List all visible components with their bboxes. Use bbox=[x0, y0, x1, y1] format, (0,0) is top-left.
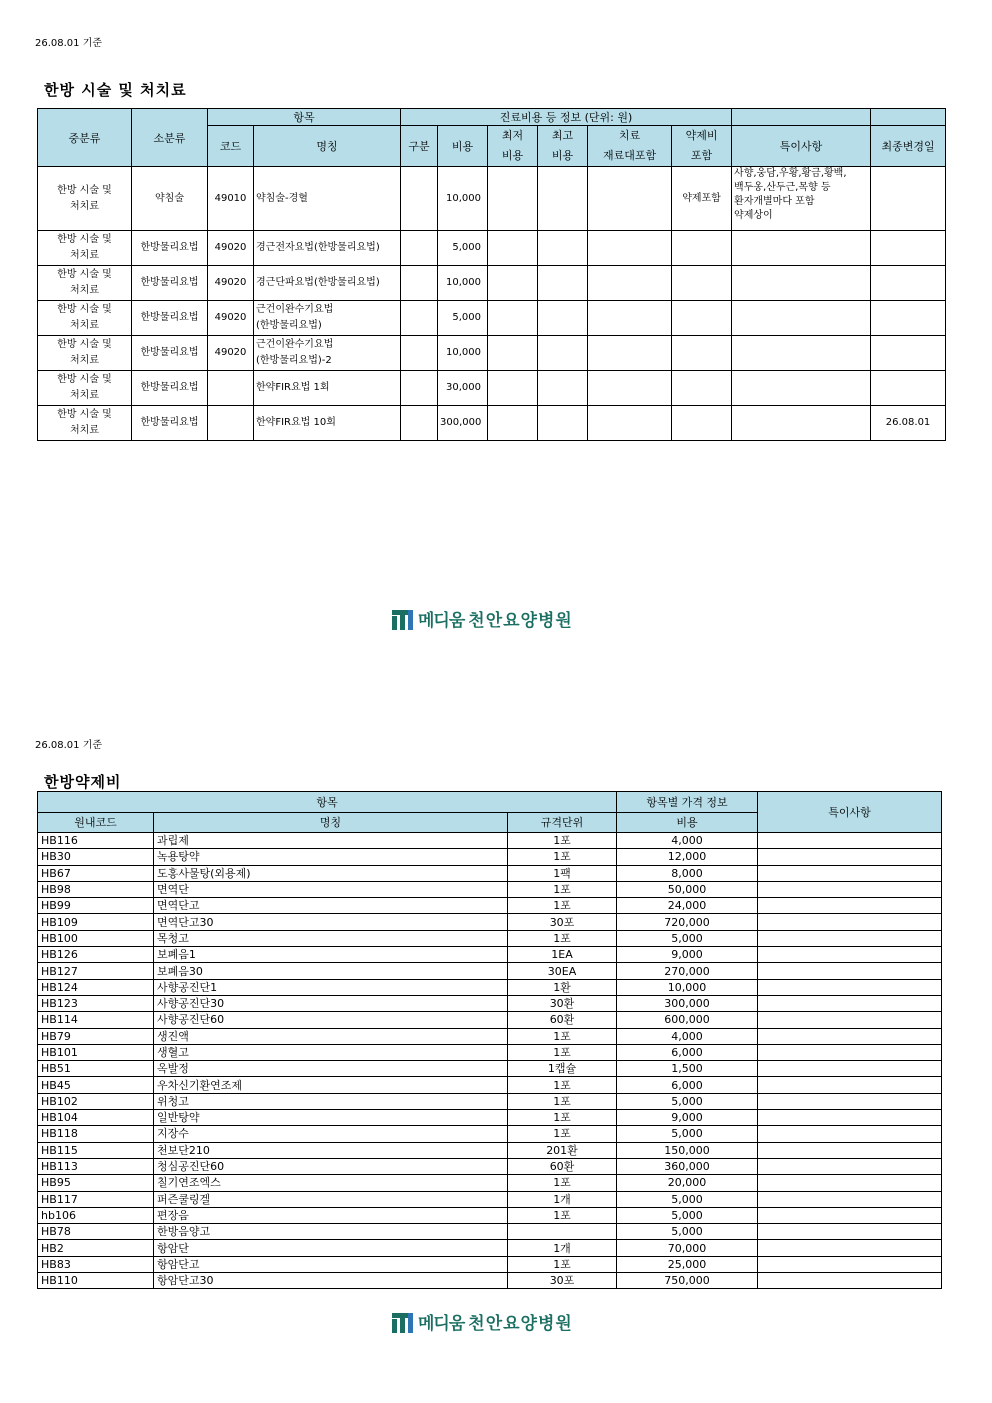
type-cell bbox=[401, 167, 438, 231]
header-blank bbox=[871, 109, 946, 126]
table-row bbox=[38, 1110, 942, 1126]
name-cell: 청심공진단60 bbox=[154, 1158, 508, 1174]
notes-cell bbox=[758, 914, 942, 930]
cost-cell: 12,000 bbox=[617, 849, 758, 865]
type-cell bbox=[401, 371, 438, 406]
material-cell bbox=[588, 371, 672, 406]
name-cell: 녹용탕약 bbox=[154, 849, 508, 865]
name-cell: 항암단고30 bbox=[154, 1273, 508, 1289]
unit-cell: 1포 bbox=[508, 1175, 617, 1191]
min-cost-cell bbox=[488, 406, 538, 441]
unit-cell: 1포 bbox=[508, 1093, 617, 1109]
name-cell: 사향공진단1 bbox=[154, 979, 508, 995]
code-cell: HB126 bbox=[38, 947, 154, 963]
table-row bbox=[38, 336, 946, 371]
last-changed-cell bbox=[871, 371, 946, 406]
cost-cell: 9,000 bbox=[617, 1110, 758, 1126]
header-code: 원내코드 bbox=[38, 813, 154, 833]
header-minor: 소분류 bbox=[132, 109, 208, 167]
logo-hospital: 천안요양병원 bbox=[468, 1314, 573, 1334]
name-cell: 근건이완수기요법 (한방물리요법) bbox=[254, 301, 401, 336]
header-code: 코드 bbox=[208, 126, 254, 167]
min-cost-cell bbox=[488, 371, 538, 406]
code-cell: HB104 bbox=[38, 1110, 154, 1126]
name-cell: 사향공진단60 bbox=[154, 1012, 508, 1028]
notes-cell bbox=[758, 1012, 942, 1028]
unit-cell: 30EA bbox=[508, 963, 617, 979]
notes-cell: 사향,웅담,우황,황금,황백, 백두옹,산두근,목향 등 환자개별마다 포함 약제상이 bbox=[732, 167, 871, 231]
code-cell: HB30 bbox=[38, 849, 154, 865]
unit-cell: 1개 bbox=[508, 1191, 617, 1207]
type-cell bbox=[401, 231, 438, 266]
material-cell bbox=[588, 406, 672, 441]
cost-cell: 300,000 bbox=[617, 995, 758, 1011]
unit-cell: 1포 bbox=[508, 833, 617, 849]
table-row bbox=[38, 231, 946, 266]
header-type: 구분 bbox=[401, 126, 438, 167]
table-row bbox=[38, 406, 946, 441]
table-row bbox=[38, 266, 946, 301]
code-cell: HB117 bbox=[38, 1191, 154, 1207]
unit-cell: 1포 bbox=[508, 930, 617, 946]
notes-cell bbox=[758, 1256, 942, 1272]
last-changed-cell: 26.08.01 bbox=[871, 406, 946, 441]
header-last-changed: 최종변경일 bbox=[871, 126, 946, 167]
notes-cell bbox=[758, 1175, 942, 1191]
major-cell: 한방 시술 및 처치료 bbox=[38, 301, 132, 336]
table-row bbox=[38, 1191, 942, 1207]
material-cell bbox=[588, 167, 672, 231]
name-cell: 면역단고30 bbox=[154, 914, 508, 930]
code-cell: HB101 bbox=[38, 1044, 154, 1060]
unit-cell: 1환 bbox=[508, 979, 617, 995]
type-cell bbox=[401, 336, 438, 371]
table-row bbox=[38, 995, 942, 1011]
table-row bbox=[38, 1028, 942, 1044]
code-cell: 49020 bbox=[208, 336, 254, 371]
minor-cell: 약침술 bbox=[132, 167, 208, 231]
header-drug-fee: 약제비 포함 bbox=[672, 126, 732, 167]
name-cell: 사향공진단30 bbox=[154, 995, 508, 1011]
name-cell: 도홍사물탕(외용제) bbox=[154, 865, 508, 881]
name-cell: 근건이완수기요법 (한방물리요법)-2 bbox=[254, 336, 401, 371]
herbal-drug-table bbox=[37, 791, 942, 1289]
code-cell: HB78 bbox=[38, 1224, 154, 1240]
min-cost-cell bbox=[488, 301, 538, 336]
table-row bbox=[38, 1093, 942, 1109]
unit-cell: 1포 bbox=[508, 849, 617, 865]
code-cell bbox=[208, 406, 254, 441]
name-cell: 칠기연조엑스 bbox=[154, 1175, 508, 1191]
code-cell: 49020 bbox=[208, 266, 254, 301]
name-cell: 면역단 bbox=[154, 881, 508, 897]
max-cost-cell bbox=[538, 336, 588, 371]
notes-cell bbox=[758, 947, 942, 963]
code-cell: HB2 bbox=[38, 1240, 154, 1256]
table-row bbox=[38, 914, 942, 930]
unit-cell: 1포 bbox=[508, 1126, 617, 1142]
name-cell: 한약FIR요법 10회 bbox=[254, 406, 401, 441]
min-cost-cell bbox=[488, 231, 538, 266]
table-row bbox=[38, 1224, 942, 1240]
code-cell bbox=[208, 371, 254, 406]
last-changed-cell bbox=[871, 301, 946, 336]
cost-cell: 20,000 bbox=[617, 1175, 758, 1191]
unit-cell bbox=[508, 1224, 617, 1240]
name-cell: 항암단고 bbox=[154, 1256, 508, 1272]
name-cell: 지장수 bbox=[154, 1126, 508, 1142]
code-cell: HB83 bbox=[38, 1256, 154, 1272]
unit-cell: 1포 bbox=[508, 881, 617, 897]
code-cell: hb106 bbox=[38, 1207, 154, 1223]
cost-cell: 25,000 bbox=[617, 1256, 758, 1272]
notes-cell bbox=[758, 979, 942, 995]
unit-cell: 1팩 bbox=[508, 865, 617, 881]
cost-cell: 9,000 bbox=[617, 947, 758, 963]
notes-cell bbox=[758, 1224, 942, 1240]
table-row bbox=[38, 1126, 942, 1142]
code-cell: HB102 bbox=[38, 1093, 154, 1109]
logo-mark-icon bbox=[392, 1311, 414, 1333]
code-cell: HB123 bbox=[38, 995, 154, 1011]
code-cell: HB116 bbox=[38, 833, 154, 849]
material-cell bbox=[588, 336, 672, 371]
cost-cell: 1,500 bbox=[617, 1061, 758, 1077]
name-cell: 생혈고 bbox=[154, 1044, 508, 1060]
notes-cell bbox=[758, 1061, 942, 1077]
notes-cell bbox=[732, 336, 871, 371]
logo-brand: 메디움 bbox=[418, 1314, 465, 1334]
cost-cell: 4,000 bbox=[617, 1028, 758, 1044]
cost-cell: 70,000 bbox=[617, 1240, 758, 1256]
table-row bbox=[38, 1158, 942, 1174]
code-cell: 49020 bbox=[208, 301, 254, 336]
unit-cell: 30포 bbox=[508, 1273, 617, 1289]
name-cell: 옥발정 bbox=[154, 1061, 508, 1077]
logo-mark-icon bbox=[392, 608, 414, 630]
notes-cell bbox=[758, 1273, 942, 1289]
notes-cell bbox=[758, 881, 942, 897]
drug-fee-cell bbox=[672, 231, 732, 266]
page1-title: 한방 시술 및 처치료 bbox=[44, 81, 187, 99]
table-row bbox=[38, 1207, 942, 1223]
name-cell: 항암단 bbox=[154, 1240, 508, 1256]
cost-cell: 270,000 bbox=[617, 963, 758, 979]
header-material: 치료 재료대포함 bbox=[588, 126, 672, 167]
name-cell: 천보단210 bbox=[154, 1142, 508, 1158]
major-cell: 한방 시술 및 처치료 bbox=[38, 167, 132, 231]
table-row bbox=[38, 301, 946, 336]
header-cost: 비용 bbox=[617, 813, 758, 833]
header-min-cost: 최저 비용 bbox=[488, 126, 538, 167]
header-notes: 특이사항 bbox=[758, 792, 942, 833]
cost-cell: 150,000 bbox=[617, 1142, 758, 1158]
header-cost: 비용 bbox=[438, 126, 488, 167]
name-cell: 퍼즌쿨링겔 bbox=[154, 1191, 508, 1207]
name-cell: 경근단파요법(한방물리요법) bbox=[254, 266, 401, 301]
code-cell: HB109 bbox=[38, 914, 154, 930]
unit-cell: 60환 bbox=[508, 1158, 617, 1174]
table-row bbox=[38, 1175, 942, 1191]
code-cell: HB95 bbox=[38, 1175, 154, 1191]
cost-cell: 720,000 bbox=[617, 914, 758, 930]
table-row bbox=[38, 881, 942, 897]
notes-cell bbox=[758, 1240, 942, 1256]
minor-cell: 한방물리요법 bbox=[132, 406, 208, 441]
unit-cell: 1포 bbox=[508, 1028, 617, 1044]
code-cell: 49010 bbox=[208, 167, 254, 231]
cost-cell: 600,000 bbox=[617, 1012, 758, 1028]
cost-cell: 10,000 bbox=[438, 336, 488, 371]
cost-cell: 5,000 bbox=[438, 231, 488, 266]
minor-cell: 한방물리요법 bbox=[132, 266, 208, 301]
logo-hospital: 천안요양병원 bbox=[468, 611, 573, 631]
unit-cell: 1포 bbox=[508, 1044, 617, 1060]
name-cell: 우차신기환연조제 bbox=[154, 1077, 508, 1093]
cost-cell: 6,000 bbox=[617, 1044, 758, 1060]
table-row bbox=[38, 1240, 942, 1256]
code-cell: HB99 bbox=[38, 898, 154, 914]
minor-cell: 한방물리요법 bbox=[132, 231, 208, 266]
code-cell: HB45 bbox=[38, 1077, 154, 1093]
minor-cell: 한방물리요법 bbox=[132, 336, 208, 371]
max-cost-cell bbox=[538, 301, 588, 336]
max-cost-cell bbox=[538, 231, 588, 266]
type-cell bbox=[401, 266, 438, 301]
last-changed-cell bbox=[871, 167, 946, 231]
notes-cell bbox=[758, 1028, 942, 1044]
header-item: 항목 bbox=[208, 109, 401, 126]
max-cost-cell bbox=[538, 406, 588, 441]
notes-cell bbox=[758, 1142, 942, 1158]
cost-cell: 5,000 bbox=[617, 1126, 758, 1142]
code-cell: HB118 bbox=[38, 1126, 154, 1142]
unit-cell: 60환 bbox=[508, 1012, 617, 1028]
name-cell: 일반탕약 bbox=[154, 1110, 508, 1126]
min-cost-cell bbox=[488, 266, 538, 301]
unit-cell: 30포 bbox=[508, 914, 617, 930]
header-unit: 규격단위 bbox=[508, 813, 617, 833]
notes-cell bbox=[732, 231, 871, 266]
notes-cell bbox=[758, 930, 942, 946]
table-row bbox=[38, 898, 942, 914]
cost-cell: 360,000 bbox=[617, 1158, 758, 1174]
header-price-info: 항목별 가격 정보 bbox=[617, 792, 758, 813]
name-cell: 목청고 bbox=[154, 930, 508, 946]
table-row bbox=[38, 947, 942, 963]
notes-cell bbox=[732, 266, 871, 301]
max-cost-cell bbox=[538, 371, 588, 406]
cost-cell: 5,000 bbox=[438, 301, 488, 336]
table-row bbox=[38, 833, 942, 849]
unit-cell: 1포 bbox=[508, 1207, 617, 1223]
unit-cell: 201환 bbox=[508, 1142, 617, 1158]
unit-cell: 1포 bbox=[508, 1110, 617, 1126]
notes-cell bbox=[758, 1126, 942, 1142]
drug-fee-cell bbox=[672, 406, 732, 441]
cost-cell: 30,000 bbox=[438, 371, 488, 406]
notes-cell bbox=[732, 406, 871, 441]
code-cell: HB51 bbox=[38, 1061, 154, 1077]
name-cell: 약침술-경혈 bbox=[254, 167, 401, 231]
notes-cell bbox=[758, 1093, 942, 1109]
notes-cell bbox=[758, 898, 942, 914]
name-cell: 위청고 bbox=[154, 1093, 508, 1109]
notes-cell bbox=[758, 963, 942, 979]
header-name: 명칭 bbox=[154, 813, 508, 833]
name-cell: 생진액 bbox=[154, 1028, 508, 1044]
unit-cell: 1포 bbox=[508, 898, 617, 914]
code-cell: 49020 bbox=[208, 231, 254, 266]
notes-cell bbox=[758, 1077, 942, 1093]
table-row bbox=[38, 1044, 942, 1060]
cost-cell: 4,000 bbox=[617, 833, 758, 849]
last-changed-cell bbox=[871, 336, 946, 371]
minor-cell: 한방물리요법 bbox=[132, 371, 208, 406]
min-cost-cell bbox=[488, 167, 538, 231]
major-cell: 한방 시술 및 처치료 bbox=[38, 266, 132, 301]
table-row bbox=[38, 1142, 942, 1158]
max-cost-cell bbox=[538, 266, 588, 301]
unit-cell: 1개 bbox=[508, 1240, 617, 1256]
last-changed-cell bbox=[871, 266, 946, 301]
notes-cell bbox=[732, 371, 871, 406]
unit-cell: 1캡슐 bbox=[508, 1061, 617, 1077]
material-cell bbox=[588, 301, 672, 336]
code-cell: HB98 bbox=[38, 881, 154, 897]
cost-cell: 10,000 bbox=[617, 979, 758, 995]
header-notes: 특이사항 bbox=[732, 126, 871, 167]
hospital-logo bbox=[392, 606, 573, 631]
notes-cell bbox=[758, 1044, 942, 1060]
cost-cell: 300,000 bbox=[438, 406, 488, 441]
table-row bbox=[38, 963, 942, 979]
cost-cell: 5,000 bbox=[617, 1224, 758, 1240]
table-row bbox=[38, 865, 942, 881]
unit-cell: 30환 bbox=[508, 995, 617, 1011]
cost-cell: 10,000 bbox=[438, 266, 488, 301]
notes-cell bbox=[758, 1191, 942, 1207]
name-cell: 경근전자요법(한방물리요법) bbox=[254, 231, 401, 266]
code-cell: HB114 bbox=[38, 1012, 154, 1028]
table-row bbox=[38, 1256, 942, 1272]
cost-cell: 5,000 bbox=[617, 1093, 758, 1109]
name-cell: 보폐음1 bbox=[154, 947, 508, 963]
cost-cell: 8,000 bbox=[617, 865, 758, 881]
name-cell: 면역단고 bbox=[154, 898, 508, 914]
code-cell: HB113 bbox=[38, 1158, 154, 1174]
notes-cell bbox=[758, 865, 942, 881]
unit-cell: 1EA bbox=[508, 947, 617, 963]
notes-cell bbox=[758, 1110, 942, 1126]
header-cost-info: 진료비용 등 정보 (단위: 원) bbox=[401, 109, 732, 126]
header-name: 명칭 bbox=[254, 126, 401, 167]
major-cell: 한방 시술 및 처치료 bbox=[38, 406, 132, 441]
treatment-fee-table bbox=[37, 108, 946, 441]
code-cell: HB127 bbox=[38, 963, 154, 979]
material-cell bbox=[588, 231, 672, 266]
cost-cell: 6,000 bbox=[617, 1077, 758, 1093]
major-cell: 한방 시술 및 처치료 bbox=[38, 231, 132, 266]
cost-cell: 10,000 bbox=[438, 167, 488, 231]
type-cell bbox=[401, 301, 438, 336]
table-row bbox=[38, 1077, 942, 1093]
cost-cell: 5,000 bbox=[617, 1207, 758, 1223]
header-major: 중분류 bbox=[38, 109, 132, 167]
drug-fee-cell bbox=[672, 301, 732, 336]
max-cost-cell bbox=[538, 167, 588, 231]
name-cell: 보폐음30 bbox=[154, 963, 508, 979]
page1-date: 26.08.01 기준 bbox=[35, 38, 103, 49]
type-cell bbox=[401, 406, 438, 441]
drug-fee-cell bbox=[672, 336, 732, 371]
material-cell bbox=[588, 266, 672, 301]
table-row bbox=[38, 371, 946, 406]
name-cell: 한약FIR요법 1회 bbox=[254, 371, 401, 406]
notes-cell bbox=[758, 1158, 942, 1174]
name-cell: 과립제 bbox=[154, 833, 508, 849]
cost-cell: 5,000 bbox=[617, 930, 758, 946]
hospital-logo bbox=[392, 1309, 573, 1334]
cost-cell: 50,000 bbox=[617, 881, 758, 897]
code-cell: HB67 bbox=[38, 865, 154, 881]
min-cost-cell bbox=[488, 336, 538, 371]
code-cell: HB79 bbox=[38, 1028, 154, 1044]
cost-cell: 750,000 bbox=[617, 1273, 758, 1289]
minor-cell: 한방물리요법 bbox=[132, 301, 208, 336]
drug-fee-cell: 약제포함 bbox=[672, 167, 732, 231]
header-item: 항목 bbox=[38, 792, 617, 813]
header-blank bbox=[732, 109, 871, 126]
code-cell: HB124 bbox=[38, 979, 154, 995]
table-row bbox=[38, 930, 942, 946]
code-cell: HB110 bbox=[38, 1273, 154, 1289]
last-changed-cell bbox=[871, 231, 946, 266]
table-row bbox=[38, 1273, 942, 1289]
table-row bbox=[38, 1061, 942, 1077]
notes-cell bbox=[732, 301, 871, 336]
code-cell: HB100 bbox=[38, 930, 154, 946]
notes-cell bbox=[758, 833, 942, 849]
unit-cell: 1포 bbox=[508, 1256, 617, 1272]
notes-cell bbox=[758, 849, 942, 865]
table-row bbox=[38, 979, 942, 995]
major-cell: 한방 시술 및 처치료 bbox=[38, 336, 132, 371]
name-cell: 편장음 bbox=[154, 1207, 508, 1223]
cost-cell: 5,000 bbox=[617, 1191, 758, 1207]
unit-cell: 1포 bbox=[508, 1077, 617, 1093]
cost-cell: 24,000 bbox=[617, 898, 758, 914]
page2-title: 한방약제비 bbox=[44, 773, 122, 791]
table-row bbox=[38, 1012, 942, 1028]
notes-cell bbox=[758, 1207, 942, 1223]
header-max-cost: 최고 비용 bbox=[538, 126, 588, 167]
code-cell: HB115 bbox=[38, 1142, 154, 1158]
major-cell: 한방 시술 및 처치료 bbox=[38, 371, 132, 406]
table-row bbox=[38, 849, 942, 865]
drug-fee-cell bbox=[672, 266, 732, 301]
drug-fee-cell bbox=[672, 371, 732, 406]
logo-brand: 메디움 bbox=[418, 611, 465, 631]
notes-cell bbox=[758, 995, 942, 1011]
page2-date: 26.08.01 기준 bbox=[35, 740, 103, 751]
name-cell: 한방음양고 bbox=[154, 1224, 508, 1240]
table-row bbox=[38, 167, 946, 231]
